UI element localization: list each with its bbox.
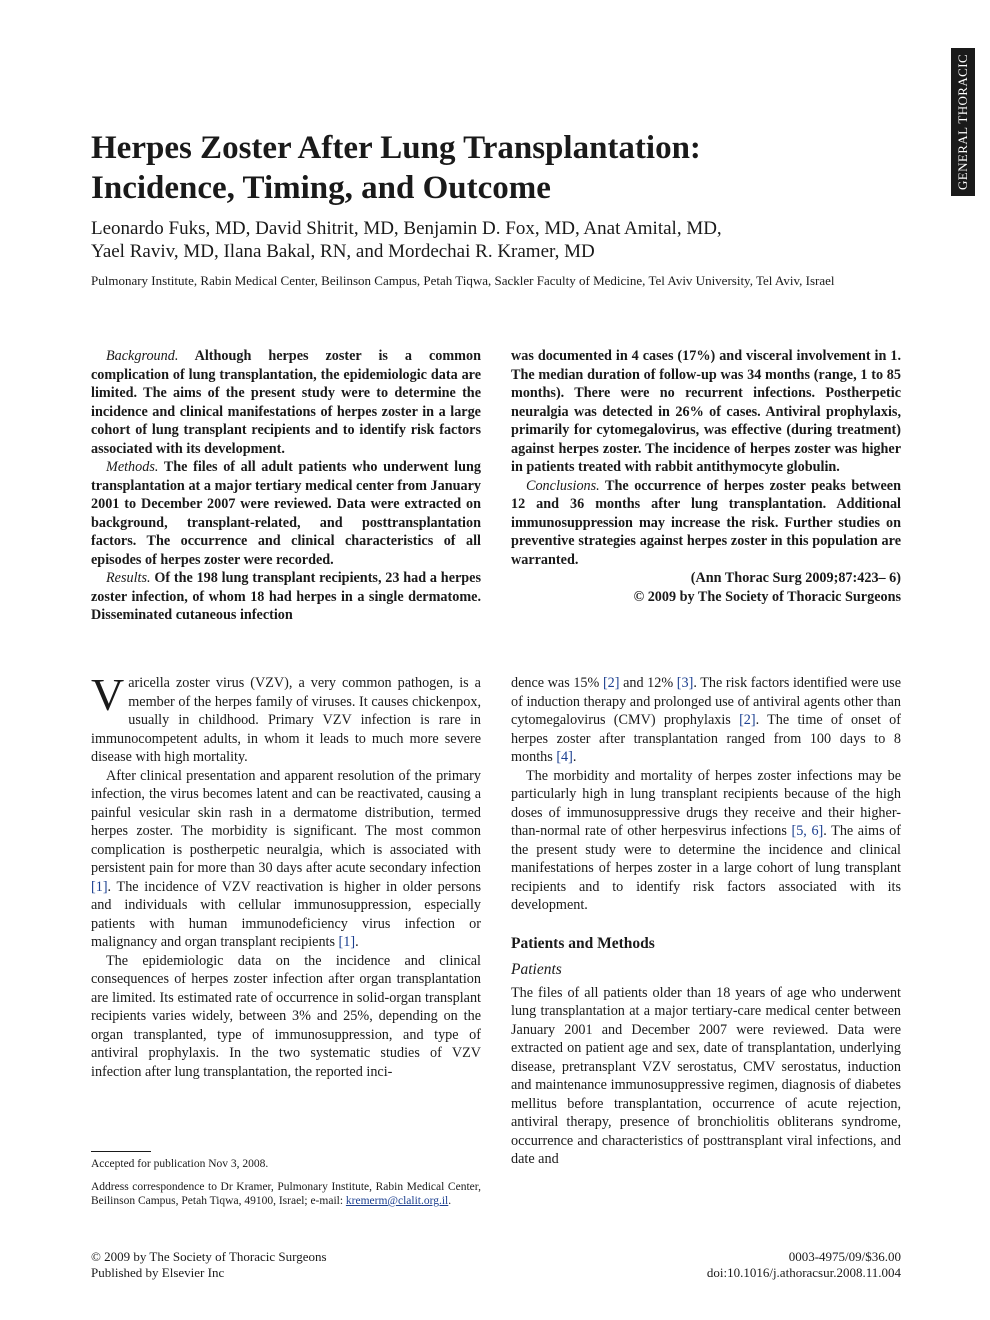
authors-line: Leonardo Fuks, MD, David Shitrit, MD, Benjamin D. Fox, MD, Anat Amital, MD, (91, 218, 722, 239)
footnotes (91, 1157, 481, 1217)
affiliation: Pulmonary Institute, Rabin Medical Center, Beilinson Campus, Petah Tiqwa, Sackler Faculty of Medicine, Tel Aviv University, Tel Aviv, Israel (91, 273, 835, 288)
reference-link[interactable]: [1] (91, 878, 108, 895)
body-paragraph-cont: . The incidence of VZV reactivation is higher in older persons and individuals with cellular immunosuppression, especially patients with human immunodeficiency virus infection or malignancy and organ transplant recipients (91, 878, 481, 950)
body-paragraph-cont: . The time of onset of herpes zoster after transplantation ranged from 100 days to 8 months (511, 712, 901, 765)
abstract-background-label: Background. (106, 348, 179, 364)
abstract-copyright: © 2009 by The Society of Thoracic Surgeons (633, 588, 901, 605)
footer-publisher: Published by Elsevier Inc (91, 1265, 225, 1280)
abstract-results-text: Of the 198 lung transplant recipients, 23 had a herpes zoster infection, of whom 18 had herpes in a single dermatome. Disseminated cutaneous infection (91, 570, 481, 623)
email-link[interactable]: kremerm@clalit.org.il (345, 1195, 449, 1207)
body-paragraph-cont: . The risk factors identified were use of induction therapy and prolonged use of antiviral agents other than cytomegalovirus (CMV) prophylaxis (511, 675, 902, 728)
reference-link[interactable]: [3] (676, 675, 694, 691)
abstract-citation: (Ann Thorac Surg 2009;87:423– 6) (690, 570, 901, 586)
body-paragraph: aricella zoster virus (VZV), a very common pathogen, is a member of the herpes family of viruses. It causes chickenpox, usually in childhood. Primary VZV infection is rare in immunocompetent adults, in whom it leads to much more severe disease with high mortality. (91, 675, 481, 765)
abstract-conclusions-label: Conclusions. (526, 477, 600, 494)
body-paragraph-end: . (572, 749, 577, 765)
body-paragraph: After clinical presentation and apparent resolution of the primary infection, the virus becomes latent and can be reactivated, causing a painful vesicular skin rash in a dermatome distribution, termed herpes zoster. The morbidity is significant. The most common complication is postherpetic neuralgia, which is associated with persistent pain for more than 30 days after acute secondary infection (91, 767, 481, 876)
reference-link[interactable]: [4] (556, 749, 573, 765)
abstract-right-column (511, 347, 901, 606)
body-paragraph-end: . (355, 934, 359, 950)
abstract-methods-label: Methods. (106, 459, 159, 475)
abstract-conclusions-text: The occurrence of herpes zoster peaks between 12 and 36 months after lung transplantation. Additional immunosuppression may increase the risk. Further studies on preventive strategies against herpes zoster in this population are warranted. (511, 477, 901, 568)
title-line: Incidence, Timing, and Outcome (91, 170, 551, 206)
body-paragraph: dence was 15% (511, 675, 603, 691)
abstract-left-column (91, 347, 481, 625)
abstract-methods-text: The files of all adult patients who underwent lung transplantation at a major tertiary medical center from January 2001 to December 2007 were reviewed. Data were extracted on background, transplant-related, and posttransplantation factors. The occurrence and clinical characteristics of all episodes of herpes zoster were recorded. (91, 459, 481, 568)
correspondence-address: Address correspondence to Dr Kramer, Pulmonary Institute, Rabin Medical Center, Beilinson Campus, Petah Tiqwa, 49100, Israel; e-mail: (91, 1180, 481, 1207)
footer-doi[interactable]: doi:10.1016/j.athoracsur.2008.11.004 (706, 1265, 901, 1280)
abstract-results-text-cont: was documented in 4 cases (17%) and visceral involvement in 1. The median duration of follow-up was 34 months (range, 1 to 85 months). There were no recurrent infections. Postherpetic neuralgia was detected in 26% of cases. Antiviral prophylaxis, primarily for cytomegalovirus, was effective (during treatment) against herpes zoster. The incidence of herpes zoster was higher in patients treated with rabbit antithymocyte globulin. (511, 348, 901, 475)
footer-issn: 0003-4975/09/$36.00 (788, 1249, 901, 1264)
reference-link[interactable]: [2] (739, 712, 756, 728)
body-paragraph: The epidemiologic data on the incidence and clinical consequences of herpes zoster infection after organ transplantation are limited. Its estimated rate of occurrence in solid-organ transplant recipients varies widely, between 3% and 25%, depending on the organ transplanted, type of immunosuppression, and type of antiviral prophylaxis. In the two systematic studies of VZV infection after lung transplantation, the reported inci- (91, 952, 481, 1080)
body-paragraph: The files of all patients older than 18 years of age who underwent lung transplantation at a major tertiary-care medical center between January 2001 and December 2007 were reviewed. Data were extracted on patient age and sex, date of transplantation, underlying disease, pretransplant VZV serostatus, CMV serostatus, induction and maintenance immunosuppressive regimen, diagnosis of diabetes mellitus before transplantation, occurrence of acute rejection, antiviral therapy, presence of bronchiolitis obliterans syndrome, occurrence and characteristics of posttransplant viral infections, and date and (511, 984, 901, 1167)
body-paragraph-cont: . The aims of the present study were to determine the incidence and clinical manifestations of herpes zoster in a large cohort of lung transplant recipients and to identify risk factors associated with its development. (511, 823, 902, 913)
accepted-note: Accepted for publication Nov 3, 2008. (91, 1158, 269, 1170)
abstract-results-label: Results. (106, 570, 151, 586)
authors-line: Yael Raviv, MD, Ilana Bakal, RN, and Mordechai R. Kramer, MD (91, 241, 595, 262)
reference-link[interactable]: [5, 6] (791, 823, 824, 839)
body-right-column (511, 674, 901, 1169)
section-heading: Patients and Methods (511, 934, 655, 952)
footer-copyright: © 2009 by The Society of Thoracic Surgeons (91, 1249, 327, 1264)
body-left-column (91, 669, 481, 1081)
footer-right (707, 1249, 901, 1281)
section-tab-label: GENERAL THORACIC (955, 53, 970, 191)
abstract-background-text: Although herpes zoster is a common complication of lung transplantation, the epidemiologic data are limited. The aims of the present study were to determine the incidence and clinical manifestations of herpes zoster in a large cohort of lung transplant recipients and to identify risk factors associated with its development. (91, 348, 481, 457)
drop-cap: V (91, 669, 125, 720)
subsection-heading: Patients (511, 961, 562, 978)
footer-left (91, 1249, 327, 1281)
correspondence-end: . (448, 1195, 452, 1207)
section-tab (951, 48, 975, 196)
article-title (91, 128, 911, 208)
footnote-rule (91, 1151, 151, 1152)
title-line: Herpes Zoster After Lung Transplantation: (91, 130, 701, 166)
author-list (91, 217, 911, 263)
reference-link[interactable]: [1] (338, 934, 356, 950)
body-paragraph-cont: and 12% (619, 675, 677, 691)
reference-link[interactable]: [2] (602, 675, 620, 691)
body-paragraph: The morbidity and mortality of herpes zoster infections may be particularly high in lung transplant recipients because of the high doses of immunosuppressive drugs they receive and their higher-than-normal rate of other herpesvirus infections (511, 767, 901, 839)
